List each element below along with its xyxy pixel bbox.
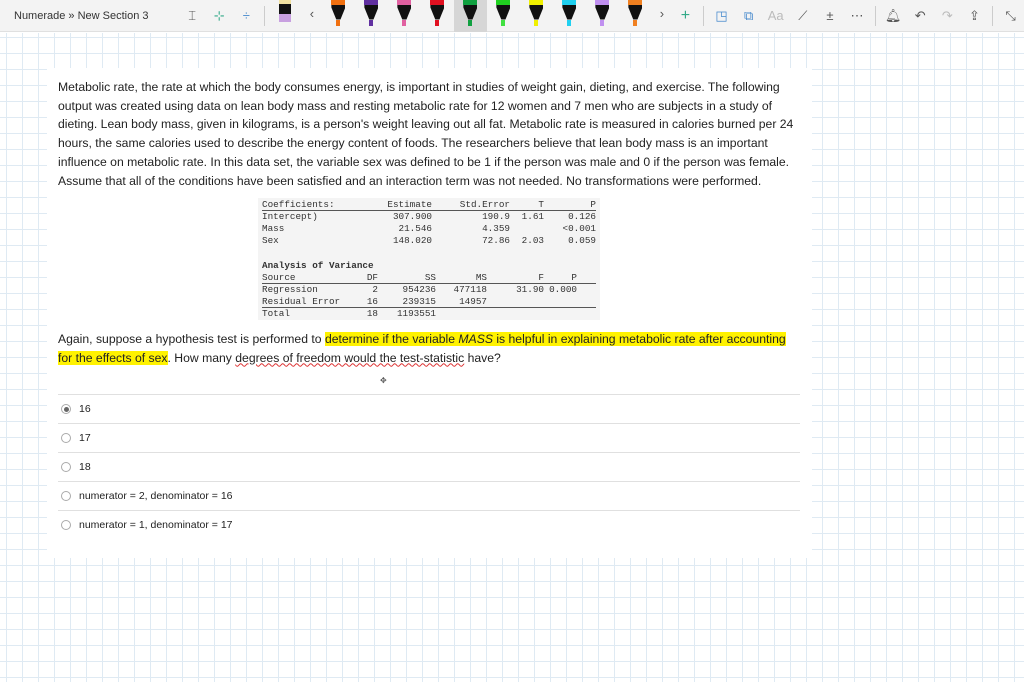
breadcrumb[interactable]: Numerade » New Section 3 bbox=[14, 9, 149, 22]
pen-tray bbox=[269, 0, 672, 32]
cell: 14957 bbox=[459, 296, 487, 307]
highlight-text-2: is helpful in explaining metabolic rate after accounting for the effects of sex bbox=[58, 332, 786, 365]
cyan-highlighter-icon[interactable] bbox=[553, 0, 586, 32]
more-icon[interactable]: ⋯ bbox=[850, 7, 864, 23]
divider bbox=[703, 6, 704, 26]
highlight-text: determine if the variable bbox=[324, 332, 459, 346]
cell: Mass bbox=[262, 223, 285, 234]
cell: DF bbox=[366, 272, 378, 283]
question-pre: Again, suppose a hypothesis test is performed to bbox=[58, 332, 325, 346]
lasso-select-icon[interactable]: ⌶ bbox=[188, 7, 197, 23]
redo-icon[interactable]: ↷ bbox=[941, 7, 953, 23]
insert-space-icon[interactable]: ÷ bbox=[242, 8, 250, 23]
ink-to-shape-icon[interactable]: ⧉ bbox=[743, 7, 754, 23]
cell: <0.001 bbox=[562, 223, 596, 234]
coef-row bbox=[262, 223, 596, 235]
scroll-left-icon[interactable]: ‹ bbox=[309, 6, 315, 21]
cell: F bbox=[538, 272, 544, 283]
cell: Coefficients: bbox=[262, 199, 335, 210]
toolbar bbox=[0, 0, 1024, 32]
answer-option[interactable] bbox=[58, 452, 800, 481]
cell: 21.546 bbox=[398, 223, 432, 234]
bell-icon[interactable]: 🔔︎ bbox=[884, 7, 902, 23]
cell: Sex bbox=[262, 235, 279, 246]
green-highlighter-icon[interactable] bbox=[487, 0, 520, 32]
add-space-icon[interactable]: ⊹ bbox=[213, 7, 225, 23]
cell: 31.90 bbox=[516, 284, 544, 295]
question-text bbox=[58, 330, 803, 367]
cursor-icon: ✥ bbox=[380, 376, 387, 385]
cell: Regression bbox=[262, 284, 318, 295]
cell: P bbox=[590, 199, 596, 210]
cell: P bbox=[571, 272, 577, 283]
cell: 18 bbox=[366, 308, 378, 319]
red-pen-icon[interactable] bbox=[421, 0, 454, 32]
problem-text: Metabolic rate, the rate at which the body consumes energy, is important in studies of weight gain, dieting, and exercise. The following output was created using data on lean body mass and resting metabolic rate for 12 women and 7 men who are subjects in a study of dieting. Lean body mass, given in kilograms, is a person's weight leaving out all fat. Metabolic rate is measured in calories burned per 24 hours, the same calories used to describe the energy content of foods. The researchers believe that lean body mass is an important influence on metabolic rate. In this data set, the variable sex was defined to be 1 if the person was male and 0 if the person was female. Assume that all of the conditions have been satisfied and an interaction term was not needed. No transformations were performed. bbox=[58, 80, 794, 188]
cell: Std.Error bbox=[459, 199, 510, 210]
cell: 0.126 bbox=[568, 211, 596, 222]
underlined-text: degrees of freedom would the test-statistic bbox=[235, 350, 465, 365]
cell: MS bbox=[475, 272, 487, 283]
cell: 72.86 bbox=[482, 235, 510, 246]
option-label: 18 bbox=[79, 461, 91, 473]
anova-row bbox=[262, 296, 596, 308]
lavender-highlighter-icon[interactable] bbox=[586, 0, 619, 32]
collapse-icon[interactable]: ⤡ bbox=[1005, 7, 1016, 23]
green-pen-icon[interactable] bbox=[454, 0, 487, 32]
shapes-icon[interactable]: ◳ bbox=[715, 7, 728, 23]
cell: 2.03 bbox=[521, 235, 544, 246]
coef-row bbox=[262, 211, 596, 223]
cell: 307.900 bbox=[392, 211, 432, 222]
highlight-italic: MASS bbox=[458, 332, 493, 346]
cell: 148.020 bbox=[392, 235, 432, 246]
ink-to-text-icon[interactable]: Aa bbox=[767, 8, 784, 23]
question-mid: . How many bbox=[167, 350, 236, 365]
math-icon[interactable]: ± bbox=[826, 8, 834, 23]
cell: T bbox=[538, 199, 544, 210]
divider bbox=[58, 510, 800, 511]
radio-button[interactable] bbox=[61, 462, 71, 472]
purple-pen-icon[interactable] bbox=[355, 0, 388, 32]
cell: 1.61 bbox=[521, 211, 544, 222]
cell: Residual Error bbox=[262, 296, 341, 307]
anova-header bbox=[262, 272, 596, 284]
divider bbox=[264, 6, 265, 26]
radio-button[interactable] bbox=[61, 491, 71, 501]
ruler-icon[interactable]: ⟋ bbox=[798, 7, 808, 23]
coef-header bbox=[262, 199, 596, 211]
add-pen-icon[interactable]: + bbox=[680, 6, 691, 24]
cell: 477118 bbox=[453, 284, 487, 295]
option-label: numerator = 1, denominator = 17 bbox=[79, 519, 233, 531]
orange-highlighter-icon[interactable] bbox=[619, 0, 652, 32]
cell: 239315 bbox=[402, 296, 436, 307]
cell: 954236 bbox=[402, 284, 436, 295]
radio-button[interactable] bbox=[61, 404, 71, 414]
pink-pen-icon[interactable] bbox=[388, 0, 421, 32]
cell: 4.359 bbox=[482, 223, 510, 234]
cell: SS bbox=[424, 272, 436, 283]
cell: 190.9 bbox=[482, 211, 510, 222]
cell: 16 bbox=[366, 296, 378, 307]
option-label: numerator = 2, denominator = 16 bbox=[79, 490, 233, 502]
cell: 0.059 bbox=[568, 235, 596, 246]
answer-option[interactable] bbox=[58, 481, 800, 510]
undo-icon[interactable]: ↶ bbox=[914, 7, 926, 23]
anova-row bbox=[262, 308, 596, 320]
cell: Estimate bbox=[387, 199, 432, 210]
cell: 1193551 bbox=[396, 308, 436, 319]
orange-pen-icon[interactable] bbox=[322, 0, 355, 32]
radio-button[interactable] bbox=[61, 433, 71, 443]
anova-title: Analysis of Variance bbox=[262, 260, 374, 271]
lavender-pen-icon[interactable] bbox=[269, 0, 302, 32]
cell: 0.000 bbox=[549, 284, 577, 295]
cell: 2 bbox=[372, 284, 378, 295]
question-post: have? bbox=[464, 350, 501, 365]
option-label: 16 bbox=[79, 403, 91, 415]
answer-option[interactable] bbox=[58, 423, 800, 452]
cell: Intercept) bbox=[262, 211, 318, 222]
answer-option[interactable] bbox=[58, 510, 800, 539]
cell: Source bbox=[262, 272, 296, 283]
coef-row bbox=[262, 235, 596, 247]
yellow-highlighter-icon[interactable] bbox=[520, 0, 553, 32]
answer-option[interactable] bbox=[58, 394, 800, 423]
scroll-right-icon[interactable]: › bbox=[659, 6, 665, 21]
divider bbox=[875, 6, 876, 26]
radio-button[interactable] bbox=[61, 520, 71, 530]
cell: Total bbox=[262, 308, 290, 319]
option-label: 17 bbox=[79, 432, 91, 444]
regression-output bbox=[258, 198, 600, 320]
anova-row bbox=[262, 284, 596, 296]
share-icon[interactable]: ⇪ bbox=[968, 7, 980, 23]
divider bbox=[992, 6, 993, 26]
